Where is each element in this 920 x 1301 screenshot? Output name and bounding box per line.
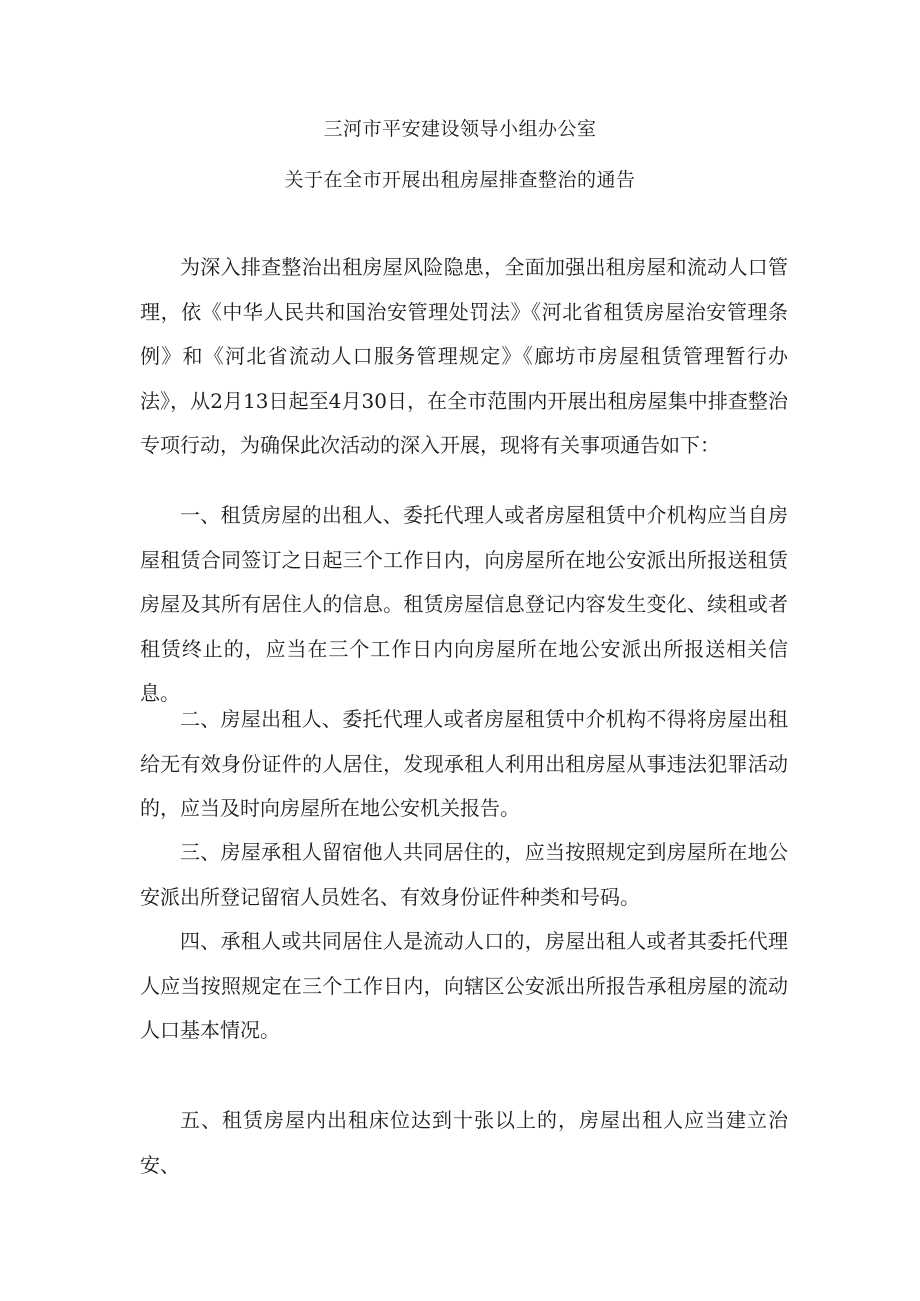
paragraph-item-3: 三、房屋承租人留宿他人共同居住的，应当按照规定到房屋所在地公安派出所登记留宿人员姓名、有效身份证件种类和号码。: [140, 840, 788, 909]
paragraph-item-5: 五、租赁房屋内出租床位达到十张以上的，房屋出租人应当建立治安、: [140, 1108, 788, 1177]
paragraph-intro: 为深入排查整治出租房屋风险隐患，全面加强出租房屋和流动人口管理，依《中华人民共和国治安管理处罚法》《河北省租赁房屋治安管理条例》和《河北省流动人口服务管理规定》《廊坊市房屋租赁管理暂行办法》，从2月13日起至4月30日，在全市范围内开展出租房屋集中排查整治专项行动，为确保此次活动的深入开展，现将有关事项通告如下：: [140, 255, 788, 457]
document-title-issuer: 三河市平安建设领导小组办公室: [323, 118, 597, 140]
paragraph-item-2: 二、房屋出租人、委托代理人或者房屋租赁中介机构不得将房屋出租给无有效身份证件的人居住，发现承租人利用出租房屋从事违法犯罪活动的，应当及时向房屋所在地公安机关报告。: [140, 707, 788, 820]
paragraph-item-4: 四、承租人或共同居住人是流动人口的，房屋出租人或者其委托代理人应当按照规定在三个工作日内，向辖区公安派出所报告承租房屋的流动人口基本情况。: [140, 929, 788, 1042]
document-title-subject: 关于在全市开展出租房屋排查整治的通告: [284, 169, 636, 191]
paragraph-item-1: 一、租赁房屋的出租人、委托代理人或者房屋租赁中介机构应当自房屋租赁合同签订之日起三个工作日内，向房屋所在地公安派出所报送租赁房屋及其所有居住人的信息。租赁房屋信息登记内容发生变化、续租或者租赁终止的，应当在三个工作日内向房屋所在地公安派出所报送相关信息。: [140, 503, 788, 705]
